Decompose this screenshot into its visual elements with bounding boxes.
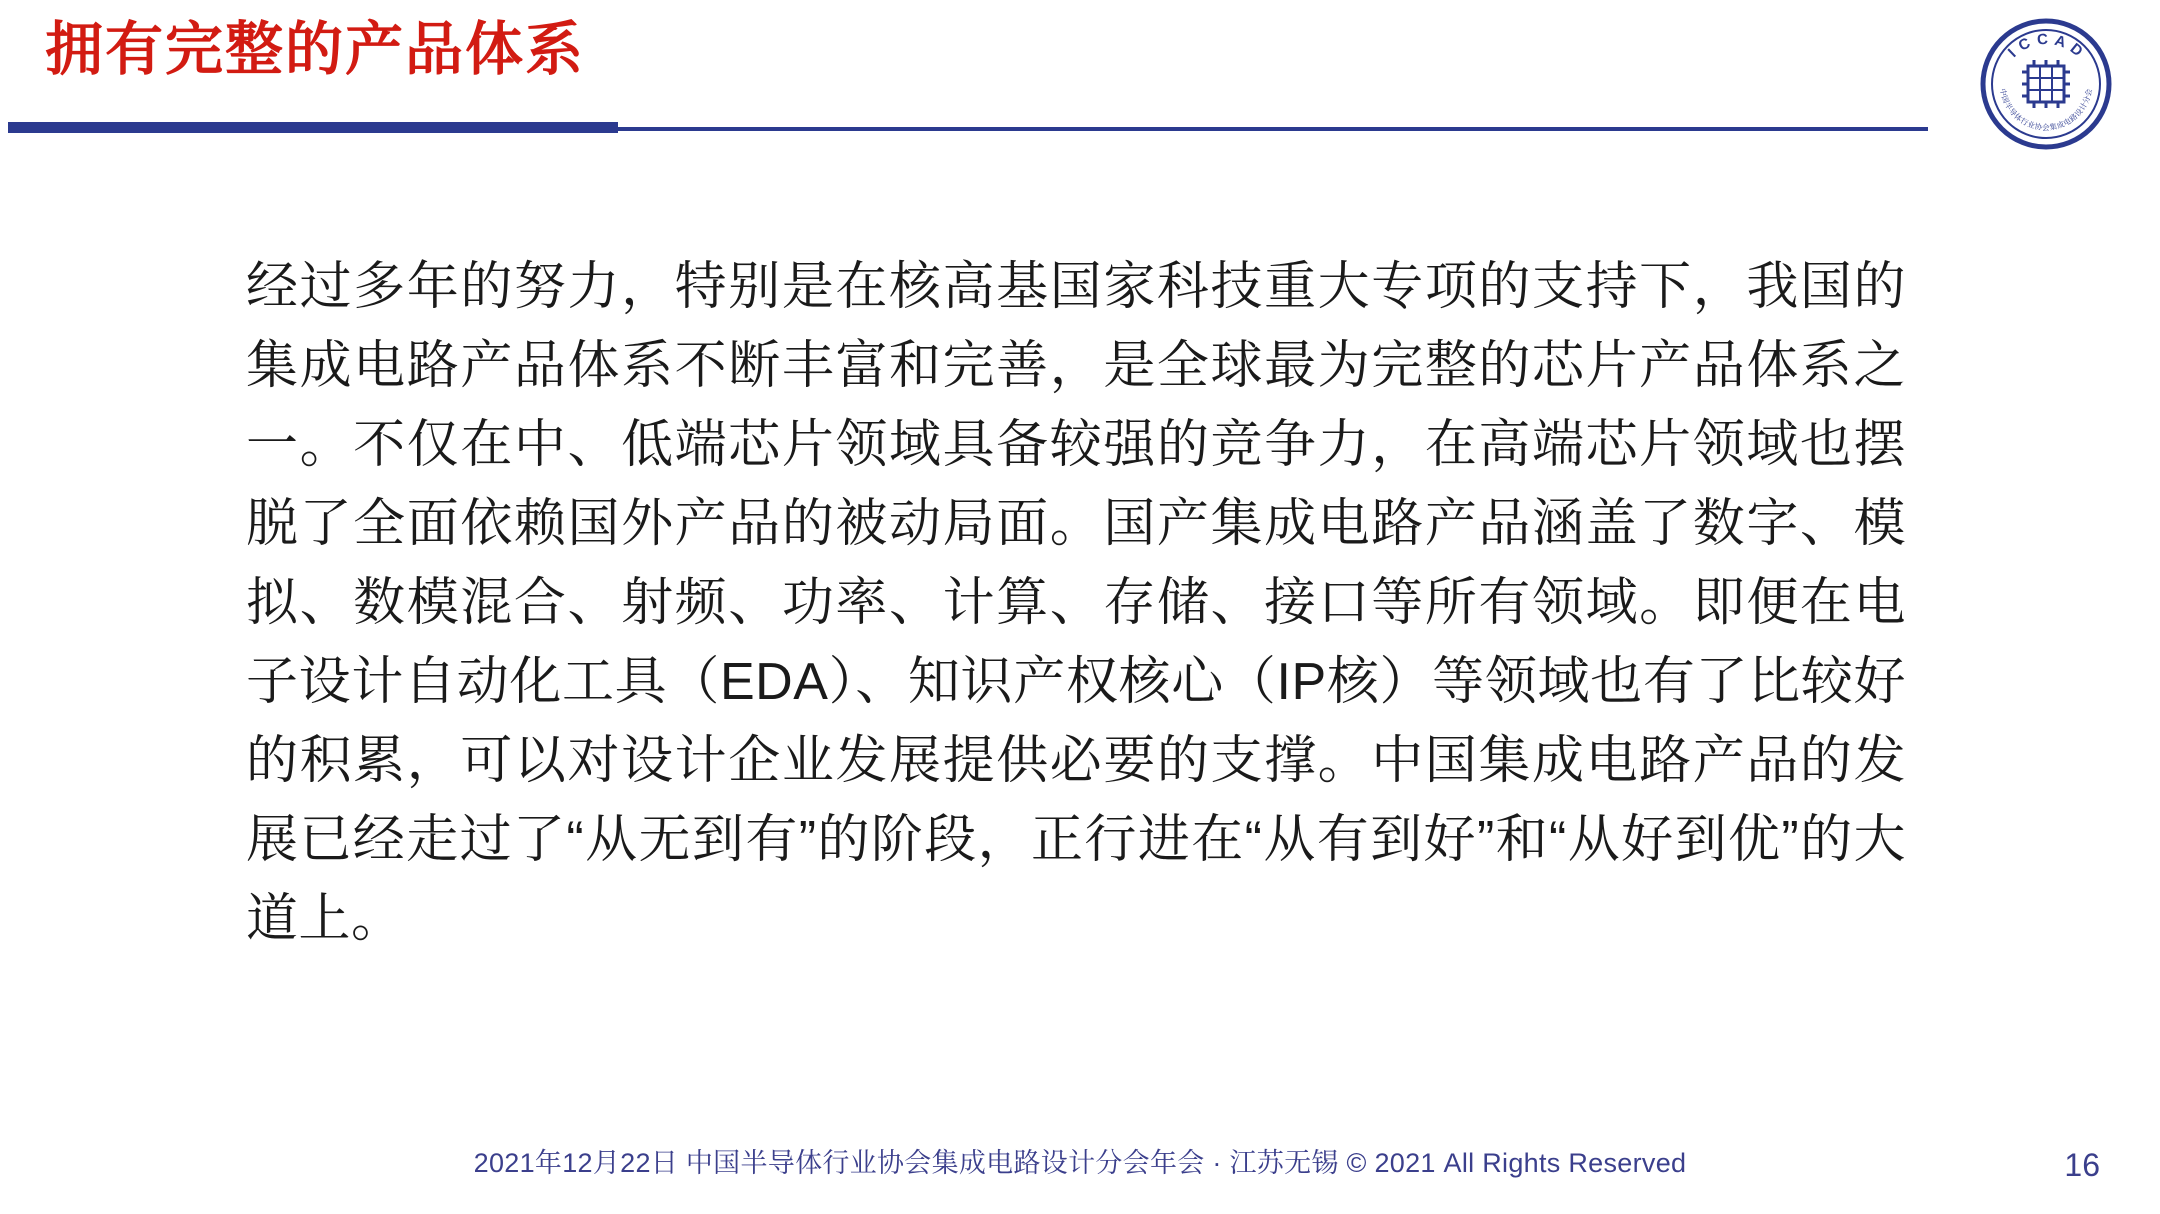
body-paragraph: 经过多年的努力，特别是在核高基国家科技重大专项的支持下，我国的集成电路产品体系不断丰富和完善，是全球最为完整的芯片产品体系之一。不仅在中、低端芯片领域具备较强的竞争力，在高端芯片领域也摆脱了全面依赖国外产品的被动局面。国产集成电路产品涵盖了数字、模拟、数模混合、射频、功率、计算、存储、接口等所有领域。即便在电子设计自动化工具（EDA）、知识产权核心（IP核）等领域也有了比较好的积累，可以对设计企业发展提供必要的支撑。中国集成电路产品的发展已经走过了“从无到有”的阶段，正行进在“从有到好”和“从好到优”的大道上。 [246, 258, 1906, 949]
title-divider-thick [8, 122, 618, 133]
page-number: 16 [2064, 1147, 2100, 1183]
svg-text:中国半导体行业协会集成电路设计分会: 中国半导体行业协会集成电路设计分会 [1998, 87, 2094, 132]
title-divider-thin [618, 127, 1928, 131]
svg-text:I C C A D: I C C A D [2004, 30, 2087, 61]
page-title: 拥有完整的产品体系 [45, 17, 586, 82]
iccad-logo [1980, 18, 2112, 150]
footer [0, 1141, 2160, 1180]
slide-header [0, 0, 2160, 145]
footer-copyright: 2021年12月22日 中国半导体行业协会集成电路设计分会年会 · 江苏无锡 © 2021 All Rights Reserved [473, 1148, 1687, 1178]
